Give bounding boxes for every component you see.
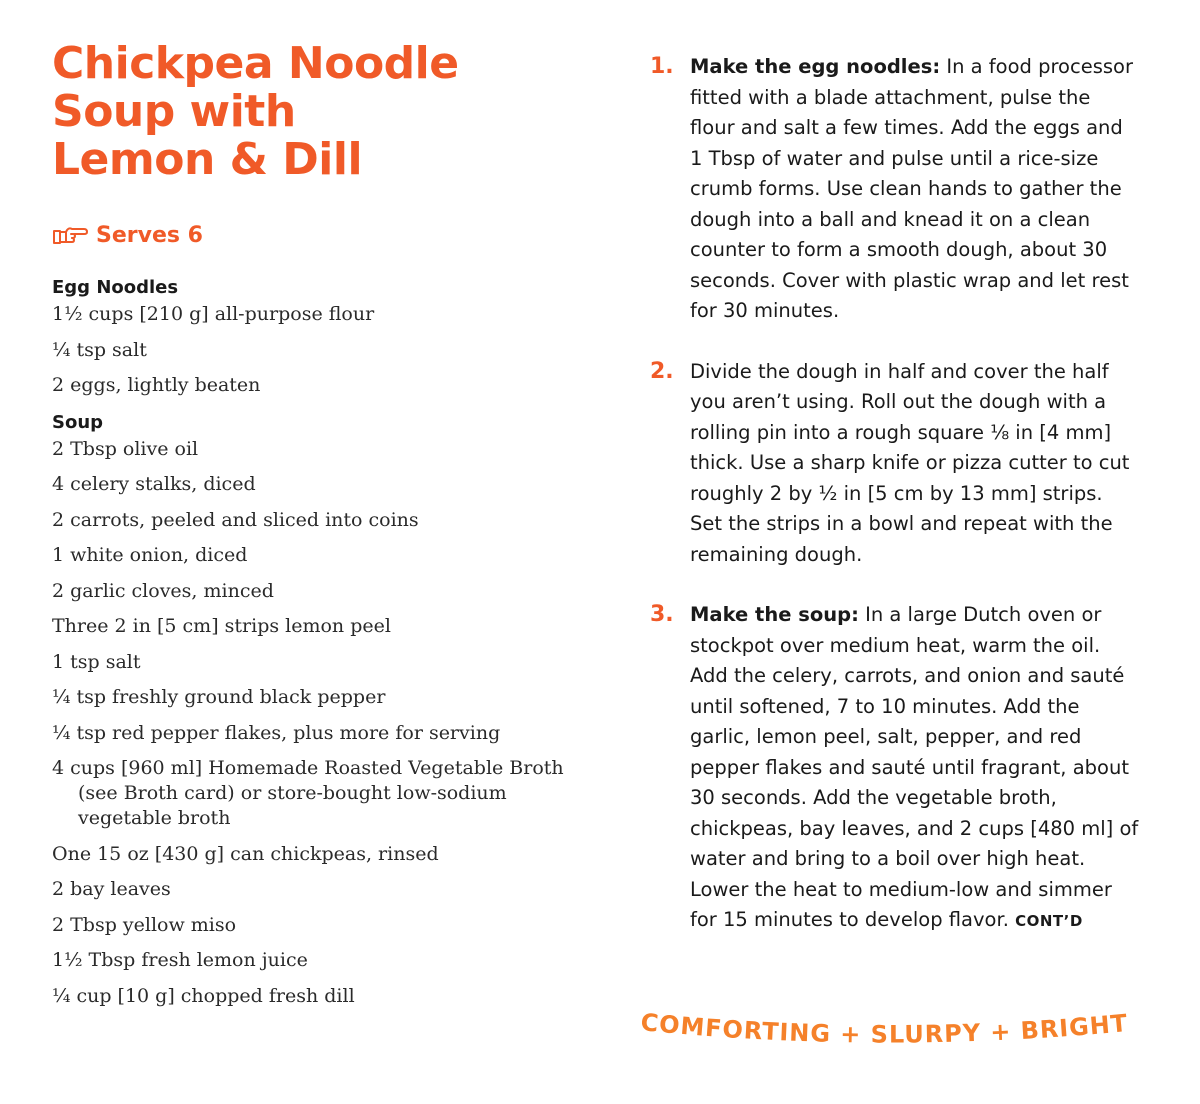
title-line: Soup with [52, 86, 296, 137]
step-2 [650, 357, 1140, 571]
recipe-title [52, 40, 592, 184]
ingredient-item: ¼ tsp red pepper flakes, plus more for serving [52, 721, 501, 744]
step-3 [650, 600, 1140, 937]
ingredient-item: 4 cups [960 ml] Homemade Roasted Vegetable Broth (see Broth card) or store-bought low-sodium vegetable broth [52, 757, 564, 829]
method-column [650, 52, 1140, 967]
ingredient-item: 2 Tbsp olive oil [52, 437, 199, 460]
step-body: In a food processor fitted with a blade attachment, pulse the flour and salt a few times. Add the eggs and 1 Tbsp of water and pulse until a rice-size crumb forms. Use clean hands to gather the dough into a ball and knead it on a clean counter to form a smooth dough, about 30 seconds. Cover with plastic wrap and let rest for 30 minutes. [690, 55, 1133, 322]
continued-label: CONT’D [1015, 912, 1083, 930]
ingredients [52, 274, 592, 1009]
ingredient-item: Three 2 in [5 cm] strips lemon peel [52, 615, 391, 637]
soup-list [52, 437, 592, 1009]
step-text [690, 600, 1140, 937]
step-text [690, 52, 1140, 327]
step-number: 2. [650, 358, 674, 384]
step-body: In a large Dutch oven or stockpot over medium heat, warm the oil. Add the celery, carrots, and onion and sauté until softened, 7 to 10 minutes. Add the garlic, lemon peel, salt, pepper, and red pepper flakes and sauté until fragrant, about 30 seconds. Add the vegetable broth, chickpeas, bay leaves, and 2 cups [480 ml] of water and bring to a boil over high heat. Lower the heat to medium-low and simmer for 15 minutes to develop flavor. [690, 603, 1139, 931]
step-lead: Make the soup: [690, 603, 859, 626]
step-number: 1. [650, 54, 674, 79]
ingredient-heading-soup: Soup [52, 411, 104, 433]
ingredient-item: 4 celery stalks, diced [52, 473, 256, 495]
ingredient-heading-egg-noodles: Egg Noodles [52, 277, 179, 298]
tagline-textpath: COMFORTING + SLURPY + BRIGHT [639, 1008, 1130, 1049]
ingredient-item: 1 tsp salt [52, 650, 141, 673]
left-column [52, 40, 592, 1019]
ingredient-item: ¼ cup [10 g] chopped fresh dill [52, 984, 355, 1007]
step-number: 3. [650, 602, 674, 627]
ingredient-item: 2 bay leaves [52, 878, 171, 900]
ingredient-item: 2 garlic cloves, minced [52, 579, 274, 602]
ingredient-item: 1½ cups [210 g] all-purpose flour [52, 303, 375, 325]
step-lead: Make the egg noodles: [690, 55, 941, 78]
ingredient-item: 2 eggs, lightly beaten [52, 374, 261, 396]
step-text [690, 357, 1140, 571]
title-line: Chickpea Noodle [52, 38, 459, 89]
tagline-text [639, 1008, 1129, 1048]
ingredient-item: ¼ tsp freshly ground black pepper [52, 686, 386, 708]
serves-line [52, 220, 592, 250]
serves-text: Serves 6 [96, 222, 203, 248]
ingredient-item: One 15 oz [430 g] can chickpeas, rinsed [52, 842, 439, 865]
ingredient-item: 1½ Tbsp fresh lemon juice [52, 949, 308, 971]
ingredient-item: 1 white onion, diced [52, 544, 248, 566]
egg-noodles-list [52, 302, 592, 398]
step-1 [650, 52, 1140, 327]
ingredient-item: 2 Tbsp yellow miso [52, 913, 237, 936]
title-line: Lemon & Dill [52, 134, 363, 185]
step-body: Divide the dough in half and cover the half you aren’t using. Roll out the dough with a rolling pin into a rough square ⅛ in [4 mm] thick. Use a sharp knife or pizza cutter to cut roughly 2 by ½ in [5 cm by 13 mm] strips. Set the strips in a bowl and repeat with the remaining dough. [690, 359, 1130, 566]
tagline-graphic [636, 1004, 1162, 1064]
pointing-hand-icon [52, 223, 88, 247]
ingredient-item: 2 carrots, peeled and sliced into coins [52, 508, 419, 531]
ingredient-item: ¼ tsp salt [52, 338, 147, 361]
